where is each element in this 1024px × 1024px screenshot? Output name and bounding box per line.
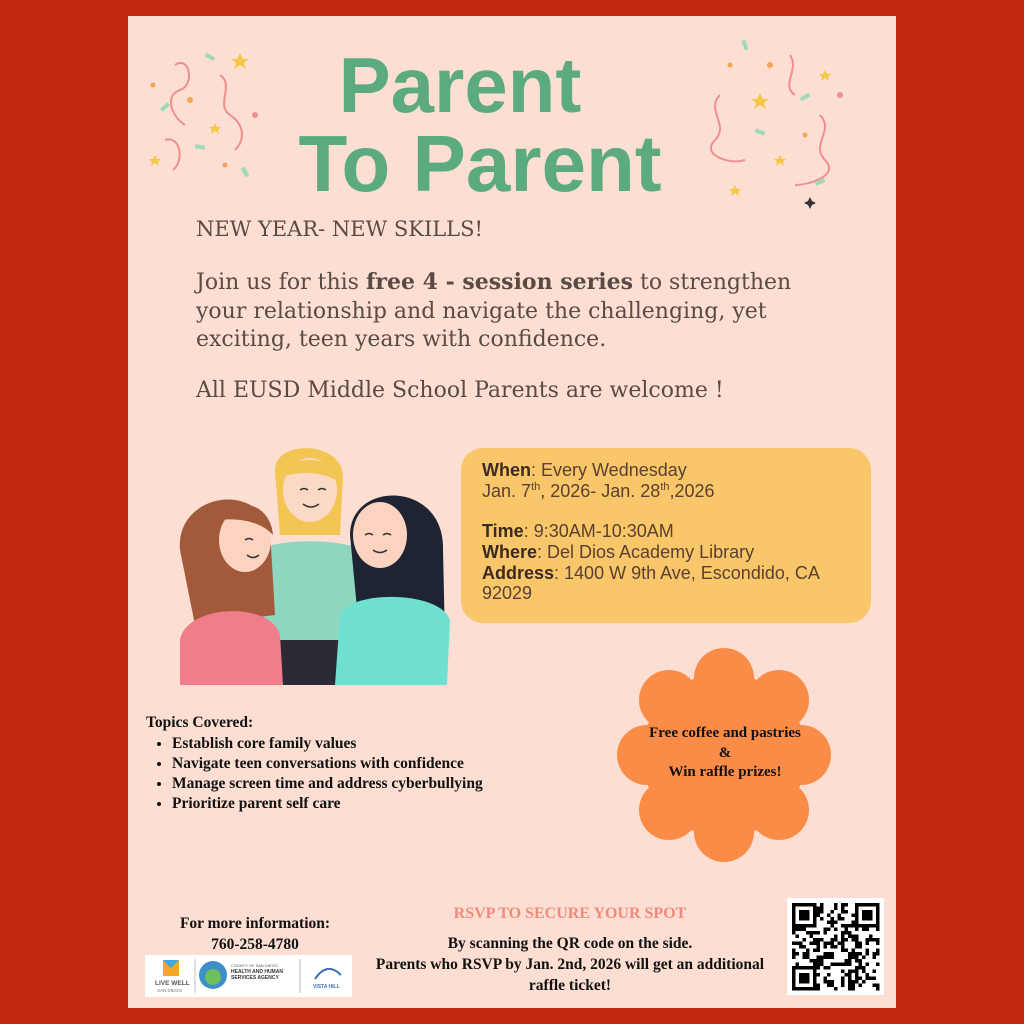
address-value: : 1400 W 9th Ave, Escondido, CA 92029: [482, 562, 819, 604]
time-label: Time: [482, 521, 524, 542]
topics-heading: Topics Covered:: [146, 714, 254, 731]
welcome-text: All EUSD Middle School Parents are welcome !: [196, 378, 724, 403]
event-info: [482, 460, 872, 604]
contact-info: [150, 914, 360, 956]
live-well-logo: LIVE WELL: [155, 980, 190, 987]
topics-list: [146, 734, 483, 814]
time-value: : 9:30AM-10:30AM: [523, 521, 674, 542]
qr-code-icon[interactable]: [787, 898, 884, 995]
hhsa-logo: HEALTH AND HUMAN SERVICES AGENCY: [231, 969, 283, 981]
rsvp-text: [360, 934, 780, 997]
perks-line-1: Free coffee and pastries: [649, 725, 801, 741]
confetti-icon: [145, 45, 275, 190]
contact-phone: 760-258-4780: [211, 935, 299, 953]
rsvp-line-2: Parents who RSVP by Jan. 2nd, 2026 will get an additional raffle ticket!: [375, 955, 765, 994]
when-value: : Every Wednesday: [531, 460, 687, 480]
women-illustration: [175, 440, 455, 690]
county-logo: COUNTY OF SAN DIEGO: [231, 963, 278, 968]
title-line-2: To Parent: [298, 119, 662, 208]
live-well-sub: SAN DIEGO: [157, 988, 183, 993]
intro-text-end: to strengthen your relationship and navigate the challenging, yet exciting, teen years with confidence.: [196, 270, 792, 353]
where-label: Where: [482, 542, 538, 563]
address-label: Address: [482, 562, 555, 583]
intro-text: Join us for this: [196, 270, 366, 295]
confetti-icon: [700, 35, 850, 210]
title-line-1: Parent: [338, 41, 582, 129]
sponsor-logos: [145, 955, 352, 997]
perks-line-3: Win raffle prizes!: [668, 764, 782, 780]
intro-bold: free 4 - session series: [365, 269, 633, 295]
list-item: • Establish core family values: [172, 734, 483, 754]
list-item: • Manage screen time and address cyberbullying: [172, 774, 483, 794]
topics-section: [146, 714, 483, 814]
vista-hill-logo: VISTA HILL: [313, 984, 340, 990]
where-value: : Del Dios Academy Library: [537, 542, 755, 563]
headline: NEW YEAR- NEW SKILLS!: [196, 217, 483, 241]
rsvp-title: RSVP TO SECURE YOUR SPOT: [453, 905, 687, 922]
list-item: • Navigate teen conversations with confidence: [172, 754, 483, 774]
when-label: When: [482, 460, 531, 480]
intro-paragraph: [196, 268, 836, 355]
rsvp-line-1: By scanning the QR code on the side.: [447, 935, 693, 952]
contact-label: For more information:: [179, 915, 331, 932]
perks-line-2: &: [718, 744, 732, 761]
perks-text: [620, 724, 830, 783]
event-dates: Jan. 7th, 2026- Jan. 28th,2026: [482, 480, 715, 501]
list-item: • Prioritize parent self care: [172, 794, 483, 814]
